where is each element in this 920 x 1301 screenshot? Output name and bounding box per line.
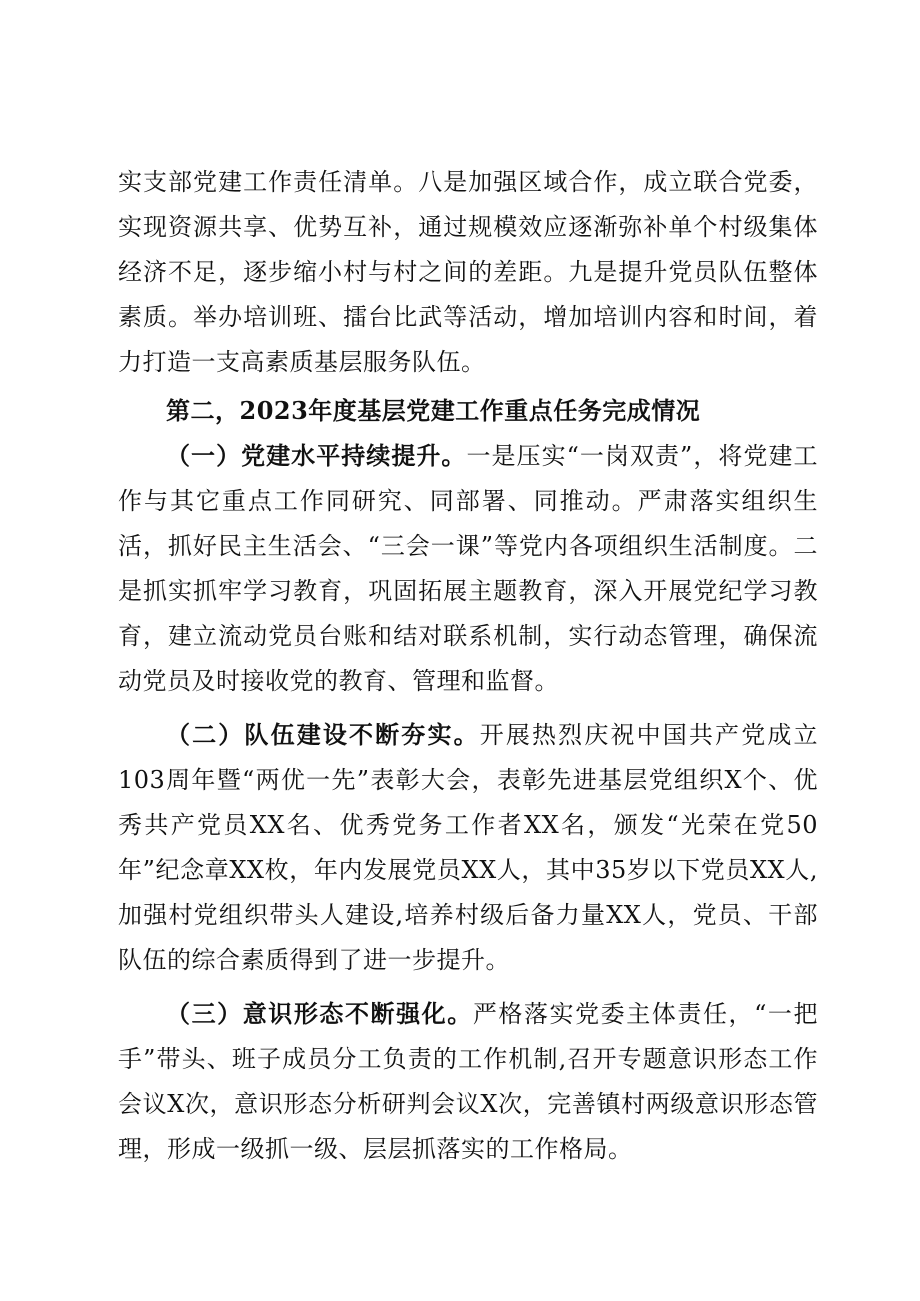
section-1-lead: （一）党建水平持续提升。 — [166, 441, 467, 470]
section-3-body: 严格落实党委主体责任，“一把手”带头、班子成员分工负责的工作机制,召开专题意识形态工作会议X次，意识形态分析研判会议X次，完善镇村两级意识形态管理，形成一级抓一级、层层抓落实的工作格局。 — [118, 1000, 818, 1163]
section-2-body: 开展热烈庆祝中国共产党成立103周年暨“两优一先”表彰大会，表彰先进基层党组织X个、优秀共产党员XX名、优秀党务工作者XX名，颁发“光荣在党50年”纪念章XX枚，年内发展党员XX人，其中35岁以下党员XX人,加强村党组织带头人建设,培养村级后备力量XX人，党员、干部队伍的综合素质得到了进一步提升。 — [118, 721, 818, 974]
section-1-body: 一是压实“一岗双责”，将党建工作与其它重点工作同研究、同部署、同推动。严肃落实组织生活，抓好民主生活会、“三会一课”等党内各项组织生活制度。二是抓实抓牢学习教育，巩固拓展主题教育，深入开展党纪学习教育，建立流动党员台账和结对联系机制，实行动态管理，确保流动党员及时接收党的教育、管理和监督。 — [118, 442, 819, 695]
section-heading: 第二，2023年度基层党建工作重点任务完成情况 — [166, 396, 701, 425]
section-1-paragraph — [118, 433, 818, 704]
section-3-paragraph — [118, 991, 818, 1172]
section-3-lead: （三）意识形态不断强化。 — [166, 999, 473, 1028]
section-2-lead: （二）队伍建设不断夯实。 — [166, 720, 480, 749]
continuation-paragraph: 实支部党建工作责任清单。八是加强区域合作，成立联合党委，实现资源共享、优势互补，通过规模效应逐渐弥补单个村级集体经济不足，逐步缩小村与村之间的差距。九是提升党员队伍整体素质。举办培训班、擂台比武等活动，增加培训内容和时间，着力打造一支高素质基层服务队伍。 — [118, 168, 818, 376]
section-2-paragraph — [118, 712, 818, 983]
document-body — [118, 160, 818, 1172]
